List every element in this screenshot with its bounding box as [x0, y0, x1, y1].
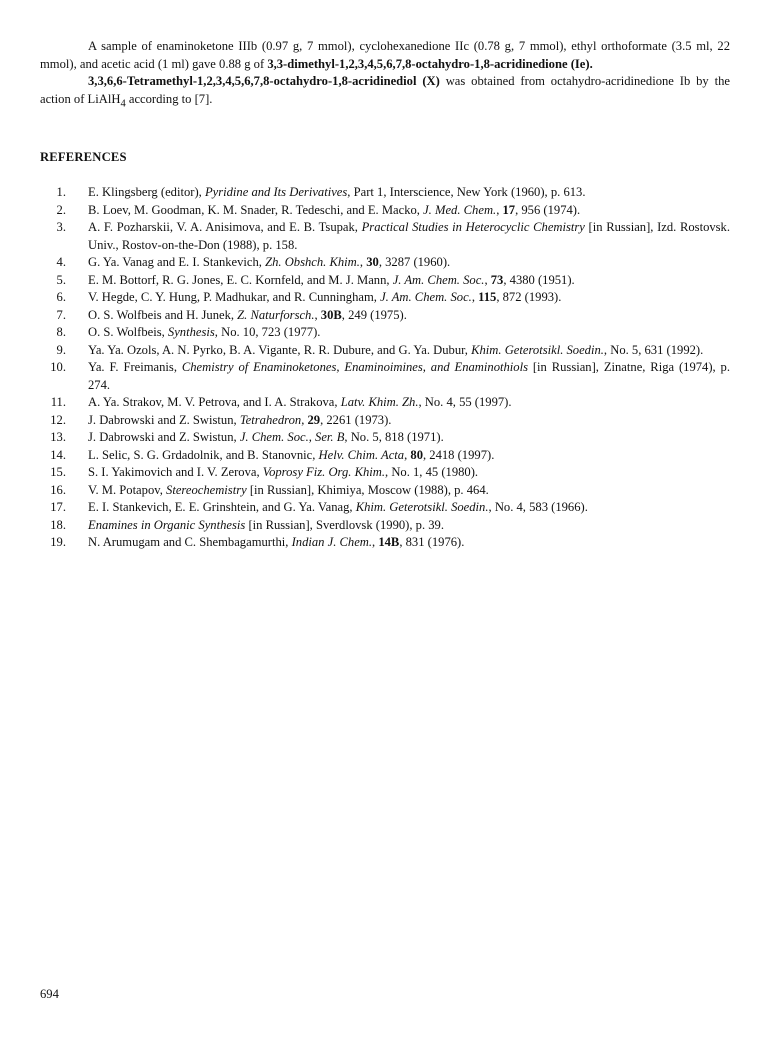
text-run: ,	[301, 412, 308, 427]
reference-text	[88, 394, 730, 412]
text-run: Helv. Chim. Acta	[318, 447, 405, 462]
reference-text	[88, 289, 730, 307]
reference-text	[88, 447, 730, 465]
text-run: E. I. Stankevich, E. E. Grinshtein, and G. Ya. Vanag,	[88, 500, 356, 515]
reference-text	[88, 534, 730, 552]
text-run: O. S. Wolfbeis and H. Junek,	[88, 307, 238, 322]
reference-item	[40, 429, 730, 447]
text-run: , 2261 (1973).	[320, 412, 392, 427]
reference-list	[40, 184, 730, 552]
text-run: Pyridine and Its Derivatives	[204, 185, 348, 200]
page-number: 694	[40, 987, 59, 1001]
reference-number: 17.	[50, 500, 66, 515]
text-run: Chemistry of Enaminoketones, Enaminoimines, and Enaminothiols	[181, 360, 528, 375]
text-run: Latv. Khim. Zh.	[340, 395, 419, 410]
text-run: Khim. Geterotsikl. Soedin.	[355, 500, 489, 515]
text-run: Ya. F. Freimanis,	[88, 360, 182, 375]
text-run: 17	[502, 202, 516, 217]
page-content	[40, 38, 730, 552]
reference-item	[40, 412, 730, 430]
reference-item	[40, 184, 730, 202]
reference-number: 14.	[50, 447, 66, 462]
text-run: , 4380 (1951).	[503, 272, 575, 287]
text-run: Ya. Ya. Ozols, A. N. Pyrko, B. A. Vigante, R. R. Dubure, and G. Ya. Dubur,	[88, 342, 472, 357]
text-run: V. Hegde, C. Y. Hung, P. Madhukar, and R. Cunningham,	[88, 290, 381, 305]
text-run: , No. 10, 723 (1977).	[214, 325, 321, 340]
reference-number: 12.	[50, 412, 66, 427]
text-run: , No. 4, 583 (1966).	[488, 500, 588, 515]
text-run: 4	[120, 98, 126, 110]
text-run: Stereochemistry	[166, 482, 247, 497]
text-run: A. F. Pozharskii, V. A. Anisimova, and E. B. Tsupak,	[88, 220, 362, 235]
reference-item	[40, 307, 730, 325]
text-run: G. Ya. Vanag and E. I. Stankevich,	[88, 255, 266, 270]
text-run: , 3287 (1960).	[378, 255, 451, 270]
text-run: Practical Studies in Heterocyclic Chemistry	[361, 220, 585, 235]
reference-number: 9.	[56, 342, 66, 357]
text-run: Khim. Geterotsikl. Soedin.	[471, 342, 604, 357]
reference-item	[40, 202, 730, 220]
reference-item	[40, 324, 730, 342]
reference-number: 8.	[56, 325, 66, 340]
reference-item	[40, 464, 730, 482]
reference-text	[88, 324, 730, 342]
text-run: , No. 4, 55 (1997).	[418, 395, 512, 410]
text-run: 3,3-dimethyl-1,2,3,4,5,6,7,8-octahydro-1,8-acridinedione (Ie).	[267, 56, 593, 71]
text-run: J. Am. Chem. Soc.	[380, 290, 472, 305]
text-run: B. Loev, M. Goodman, K. M. Snader, R. Tedeschi, and E. Macko,	[88, 202, 424, 217]
reference-item	[40, 342, 730, 360]
text-run: J. Med. Chem.	[423, 202, 497, 217]
reference-item	[40, 482, 730, 500]
text-run: 14B	[378, 535, 400, 550]
reference-number: 7.	[56, 307, 66, 322]
text-run: ,	[471, 290, 479, 305]
reference-text	[88, 359, 730, 394]
reference-number: 11.	[50, 395, 66, 410]
references-heading: REFERENCES	[40, 149, 127, 164]
text-run: J. Dabrowski and Z. Swistun,	[88, 412, 240, 427]
reference-text	[88, 342, 730, 360]
text-run: J. Am. Chem. Soc.	[392, 272, 485, 287]
reference-item	[40, 517, 730, 535]
reference-item	[40, 499, 730, 517]
text-run: 30B	[320, 307, 342, 322]
reference-text	[88, 412, 730, 430]
text-run: O. S. Wolfbeis,	[88, 325, 168, 340]
text-run: Synthesis	[167, 325, 215, 340]
reference-item	[40, 447, 730, 465]
text-run: 29	[307, 412, 321, 427]
reference-text	[88, 429, 730, 447]
text-run: ,	[314, 307, 321, 322]
text-run: [in Russian], Sverdlovsk (1990), p. 39.	[245, 517, 444, 532]
body-paragraph	[40, 38, 730, 73]
text-run: Tetrahedron	[239, 412, 302, 427]
reference-number: 6.	[56, 290, 66, 305]
text-run: A sample of enaminoketone IIIb (0.97 g, 7 mmol), cyclohexanedione IIc (0.78 g, 7 mmol), ethyl orthoformate (3.5 ml, 22 mmol), and acetic acid (1 ml) gave 0.88 g of	[40, 39, 730, 71]
reference-number: 5.	[56, 272, 66, 287]
reference-number: 19.	[50, 535, 66, 550]
text-run: E. M. Bottorf, R. G. Jones, E. C. Kornfeld, and M. J. Mann,	[88, 272, 393, 287]
text-run: Enamines in Organic Synthesis	[88, 517, 246, 532]
text-run: according to [7].	[125, 91, 213, 106]
text-run: , No. 5, 818 (1971).	[344, 430, 444, 445]
reference-text	[88, 202, 730, 220]
reference-text	[88, 499, 730, 517]
text-run: Indian J. Chem.	[291, 535, 373, 550]
text-run: 115	[478, 290, 497, 305]
text-run: [in Russian], Izd. Rostovsk. Univ., Rostov-on-the-Don (1988), p. 158.	[88, 220, 731, 252]
reference-text	[88, 307, 730, 325]
text-run: , No. 1, 45 (1980).	[385, 465, 479, 480]
text-run: was obtained from octahydro-acridinedione Ib by the action of LiAlH	[40, 74, 730, 106]
reference-number: 16.	[50, 482, 66, 497]
text-run: ,	[404, 447, 411, 462]
reference-number: 1.	[56, 185, 66, 200]
text-run: Zh. Obshch. Khim.	[265, 255, 360, 270]
text-run: ,	[372, 535, 379, 550]
reference-text	[88, 464, 730, 482]
text-run: 30	[366, 255, 379, 270]
reference-number: 13.	[50, 430, 66, 445]
text-run: Z. Naturforsch.	[237, 307, 315, 322]
reference-text	[88, 184, 730, 202]
reference-item	[40, 219, 730, 254]
reference-number: 10.	[50, 360, 66, 375]
reference-item	[40, 289, 730, 307]
body-paragraph	[40, 73, 730, 113]
reference-text	[88, 272, 730, 290]
text-run: , 831 (1976).	[399, 535, 465, 550]
text-run: , Part 1, Interscience, New York (1960), p. 613.	[347, 185, 586, 200]
text-run: A. Ya. Strakov, M. V. Petrova, and I. A. Strakova,	[88, 395, 341, 410]
reference-number: 15.	[50, 465, 66, 480]
text-run: J. Dabrowski and Z. Swistun,	[88, 430, 240, 445]
text-run: , 956 (1974).	[515, 202, 581, 217]
text-run: N. Arumugam and C. Shembagamurthi,	[88, 535, 292, 550]
text-run: [in Russian], Khimiya, Moscow (1988), p. 464.	[246, 482, 489, 497]
text-run: S. I. Yakimovich and I. V. Zerova,	[88, 465, 263, 480]
text-run: ,	[484, 272, 491, 287]
text-run: L. Selic, S. G. Grdadolnik, and B. Stanovnic,	[88, 447, 319, 462]
reference-text	[88, 219, 730, 254]
text-run: E. Klingsberg (editor),	[88, 185, 205, 200]
text-run: 3,3,6,6-Tetramethyl-1,2,3,4,5,6,7,8-octahydro-1,8-acridinediol (X)	[88, 74, 440, 88]
text-run: J. Chem. Soc., Ser. B	[239, 430, 345, 445]
text-run: ,	[496, 202, 503, 217]
body-text	[40, 38, 730, 113]
reference-number: 2.	[56, 202, 66, 217]
text-run: , 2418 (1997).	[422, 447, 495, 462]
reference-item	[40, 272, 730, 290]
reference-item	[40, 359, 730, 394]
text-run: V. M. Potapov,	[88, 482, 167, 497]
reference-item	[40, 394, 730, 412]
text-run: , 249 (1975).	[341, 307, 407, 322]
reference-text	[88, 517, 730, 535]
reference-item	[40, 534, 730, 552]
reference-item	[40, 254, 730, 272]
text-run: , 872 (1993).	[496, 290, 562, 305]
reference-number: 3.	[56, 220, 66, 235]
reference-text	[88, 482, 730, 500]
text-run: Voprosy Fiz. Org. Khim.	[262, 465, 386, 480]
text-run: , No. 5, 631 (1992).	[603, 342, 704, 357]
reference-number: 4.	[56, 255, 66, 270]
text-run: 80	[410, 447, 423, 462]
text-run: 73	[490, 272, 504, 287]
reference-text	[88, 254, 730, 272]
text-run: ,	[359, 255, 367, 270]
reference-number: 18.	[50, 517, 66, 532]
text-run: [in Russian], Zinatne, Riga (1974), p. 274.	[88, 360, 730, 392]
